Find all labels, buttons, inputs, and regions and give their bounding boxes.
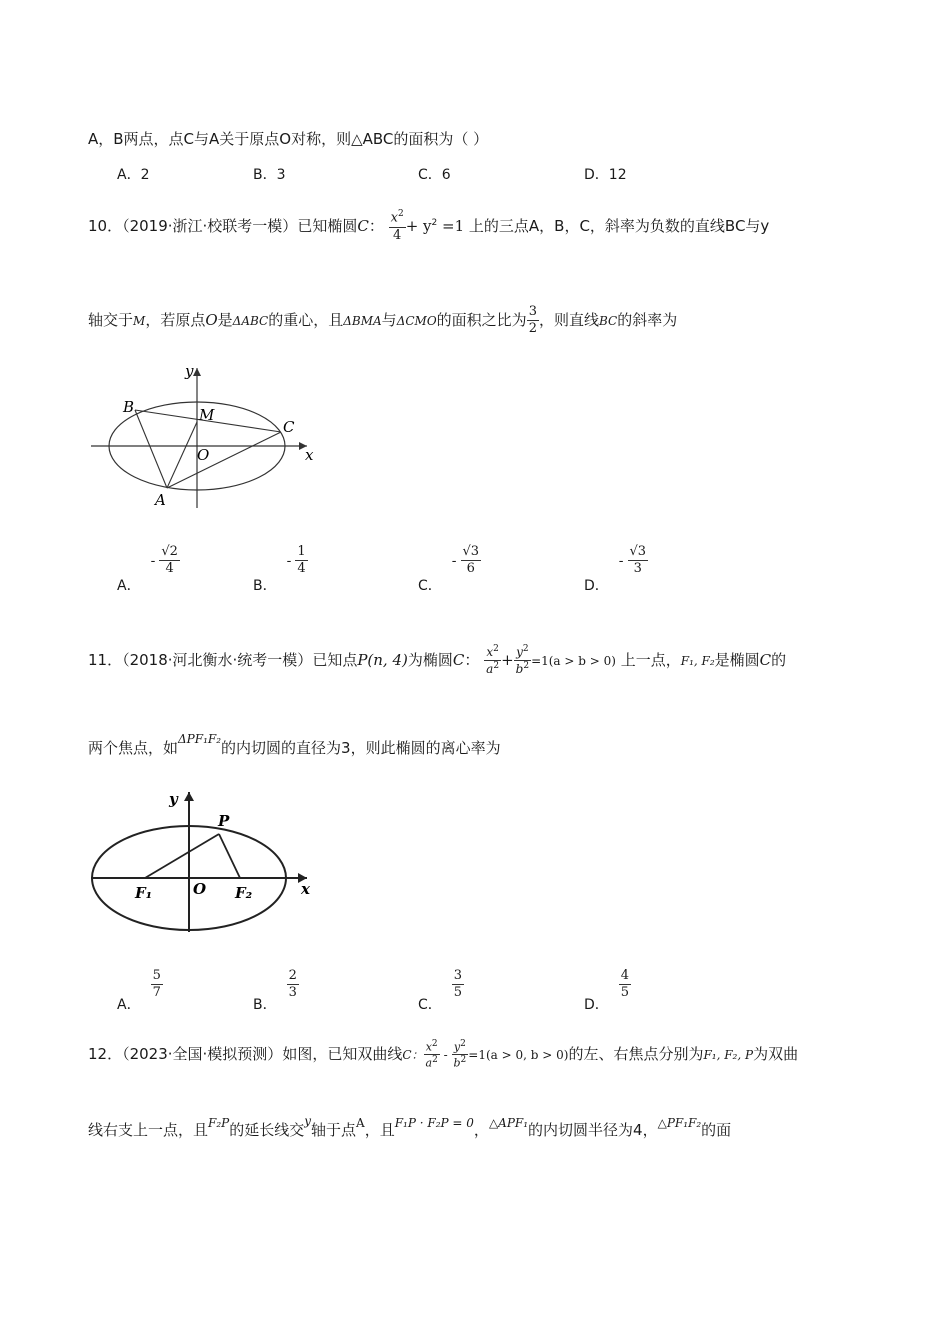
fig10-label-O: O [197, 446, 210, 464]
q12-eq-x: $\frac{x^2}{a^2}$ [425, 1038, 438, 1070]
q11-line-1: 11．（2018·河北衡水·统考一模）已知点P(n, 4)为椭圆C： $\frac{x^2}{a^2}$ + $\frac{y^2}{b^2}$ =1(a > b > 0) 上一点，F₁, F₂是椭圆C的 [88, 644, 787, 676]
q10-option-c[interactable]: C．- $\frac{√3}{6}$ [418, 544, 480, 594]
q11-option-c[interactable]: C． $\frac{3}{5}$ [418, 968, 463, 1013]
q12-source: （2023·全国·模拟预测） [122, 1045, 283, 1063]
q11-option-d[interactable]: D． $\frac{4}{5}$ [584, 968, 630, 1013]
q9-option-a[interactable]: A．2 [117, 167, 150, 183]
q9-option-c[interactable]: C．6 [418, 167, 451, 183]
q11-source: （2018·河北衡水·统考一模） [122, 651, 313, 669]
fig11-label-F2: F₂ [235, 884, 253, 902]
q10-source: （2019·浙江·校联考一模） [122, 217, 298, 235]
q10-ellipse-figure [85, 362, 325, 514]
q11-line-2: 两个焦点，如$^{\Delta PF_1F_2}$的内切圆的直径为3，则此椭圆的离心率为 [88, 732, 501, 757]
q10-text2: 上的三点A，B，C，斜率为负数的直线BC与y [468, 217, 770, 235]
q12-line-2: 线右支上一点，且$^{F_2P}$的延长线交$^y$轴于点$^A$，且$^{F_1P \cdot F_2P = 0}$，$^{\triangle APF_1}$的内切圆半径为4，$^{\triangle PF_1F_2}$的面 [88, 1114, 732, 1139]
q11-option-b[interactable]: B． $\frac{2}{3}$ [253, 968, 297, 1013]
q10-option-a[interactable]: A．- $\frac{√2}{4}$ [117, 544, 178, 594]
fig11-label-x: x [301, 880, 310, 898]
q10-ratio: $\frac{3}{2}$ [528, 303, 537, 336]
q12-number: 12． [88, 1045, 123, 1063]
q9-option-d[interactable]: D．12 [584, 167, 627, 183]
q11-option-a[interactable]: A． $\frac{5}{7}$ [117, 968, 161, 1013]
q10-option-d[interactable]: D．- $\frac{√3}{3}$ [584, 544, 647, 594]
fig10-label-B: B [123, 398, 135, 416]
q12-eq-y: $\frac{y^2}{b^2}$ [453, 1038, 467, 1070]
fig10-label-y: y [185, 362, 194, 380]
q9-question-line [88, 128, 488, 149]
fig11-label-F1: F₁ [135, 884, 153, 902]
fig10-label-A: A [155, 491, 166, 509]
q11-eq-y: $\frac{y^2}{b^2}$ [515, 644, 530, 676]
fig10-label-C: C [283, 418, 295, 436]
q9-option-b[interactable]: B．3 [253, 167, 286, 183]
q11-number: 11． [88, 651, 123, 669]
q9-text: A，B两点，点C与A关于原点O对称，则△ABC的面积为（ ） [88, 130, 489, 148]
q12-line-1: 12．（2023·全国·模拟预测）如图，已知双曲线C： $\frac{x^2}{a^2}$ - $\frac{y^2}{b^2}$ =1(a > 0, b > 0)的左、右焦点分别为F₁, F₂, P为双曲 [88, 1038, 799, 1070]
fig11-label-P: P [218, 812, 230, 830]
fig10-label-x: x [305, 446, 314, 464]
fig11-label-y: y [169, 790, 178, 808]
q10-option-b[interactable]: B．- $\frac{1}{4}$ [253, 544, 306, 594]
q10-number: 10． [88, 217, 123, 235]
fig10-label-M: M [199, 406, 215, 424]
fig11-label-O: O [193, 880, 207, 898]
q10-line-1: 10．（2019·浙江·校联考一模）已知椭圆C： $\frac{x^2}{4}$ + $y^2 =1$ 上的三点A，B，C，斜率为负数的直线BC与y [88, 209, 770, 243]
q10-line-2: 轴交于M，若原点O是ΔABC的重心，且ΔBMA与ΔCMO的面积之比为 $\frac{3}{2}$ ，则直线BC的斜率为 [88, 303, 678, 336]
q11-eq-x: $\frac{x^2}{a^2}$ [486, 644, 500, 676]
q10-equation-fraction: $\frac{x^2}{4}$ [390, 209, 404, 243]
q11-ellipse-figure [85, 786, 325, 936]
